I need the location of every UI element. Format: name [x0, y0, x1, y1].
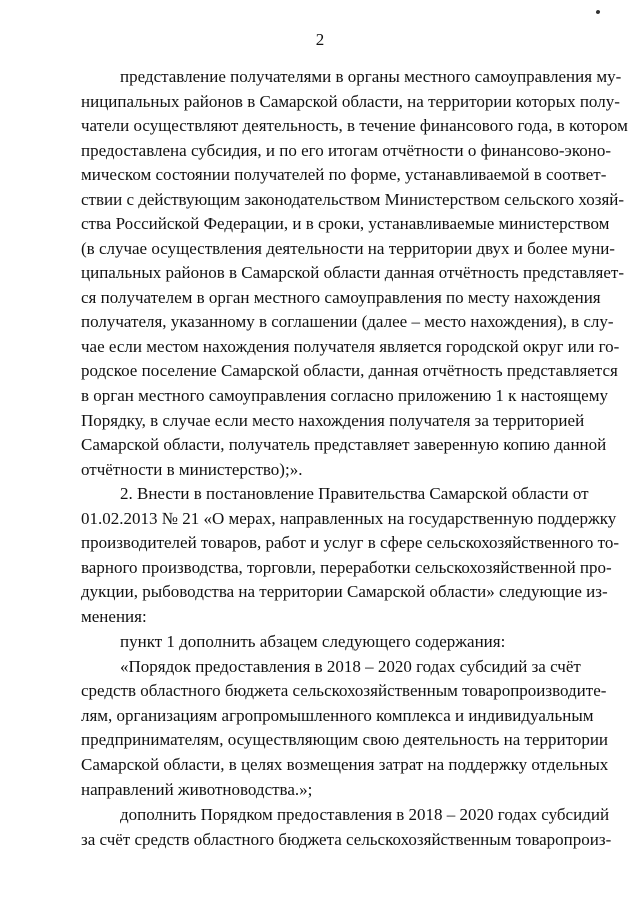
text-line: производителей товаров, работ и услуг в сфере сельскохозяйственного то- [81, 533, 619, 552]
page-number: 2 [315, 30, 325, 49]
text-line: предоставлена субсидия, и по его итогам отчётности о финансово-эконо- [81, 141, 612, 160]
text-line: (в случае осуществления деятельности на территории двух и более муни- [81, 239, 615, 258]
text-line: менения: [81, 607, 147, 626]
text-line: ства Российской Федерации, и в сроки, устанавливаемые министерством [81, 214, 610, 233]
text-line: пункт 1 дополнить абзацем следующего содержания: [120, 632, 506, 651]
text-line: предпринимателям, осуществляющим свою деятельность на территории [81, 730, 609, 749]
text-line: 2. Внести в постановление Правительства Самарской области от [120, 484, 589, 503]
scan-speck-mark [595, 9, 600, 14]
text-line: родское поселение Самарской области, данная отчётность представляется [81, 361, 618, 380]
text-line: направлений животноводства.»; [81, 780, 313, 799]
text-line: варного производства, торговли, переработки сельскохозяйственной про- [81, 558, 612, 577]
text-line: средств областного бюджета сельскохозяйственным товаропроизводите- [81, 681, 607, 700]
text-line: лям, организациям агропромышленного комплекса и индивидуальным [81, 706, 594, 725]
text-line: Самарской области, в целях возмещения затрат на поддержку отдельных [81, 755, 609, 774]
text-line: отчётности в министерство);». [81, 460, 303, 479]
text-line: ниципальных районов в Самарской области, на территории которых полу- [81, 92, 620, 111]
text-line: чатели осуществляют деятельность, в течение финансового года, в котором [81, 116, 628, 135]
text-line: «Порядок предоставления в 2018 – 2020 годах субсидий за счёт [120, 657, 581, 676]
text-line: представление получателями в органы местного самоуправления му- [120, 67, 622, 86]
text-line: дукции, рыбоводства на территории Самарской области» следующие из- [81, 582, 608, 601]
text-line: получателя, указанному в соглашении (далее – место нахождения), в слу- [81, 312, 614, 331]
text-line: чае если местом нахождения получателя является городской округ или го- [81, 337, 620, 356]
text-line: дополнить Порядком предоставления в 2018 – 2020 годах субсидий [120, 805, 610, 824]
text-line: ципальных районов в Самарской области данная отчётность представляет- [81, 263, 624, 282]
text-line: за счёт средств областного бюджета сельскохозяйственным товаропроиз- [81, 830, 612, 849]
text-line: 01.02.2013 № 21 «О мерах, направленных на государственную поддержку [81, 509, 617, 528]
text-line: мическом состоянии получателей по форме, устанавливаемой в соответ- [81, 165, 607, 184]
text-line: в орган местного самоуправления согласно приложению 1 к настоящему [81, 386, 608, 405]
text-line: ствии с действующим законодательством Министерством сельского хозяй- [81, 190, 625, 209]
text-line: ся получателем в орган местного самоуправления по месту нахождения [81, 288, 601, 307]
text-line: Самарской области, получатель представляет заверенную копию данной [81, 435, 607, 454]
text-line: Порядку, в случае если место нахождения получателя за территорией [81, 411, 585, 430]
